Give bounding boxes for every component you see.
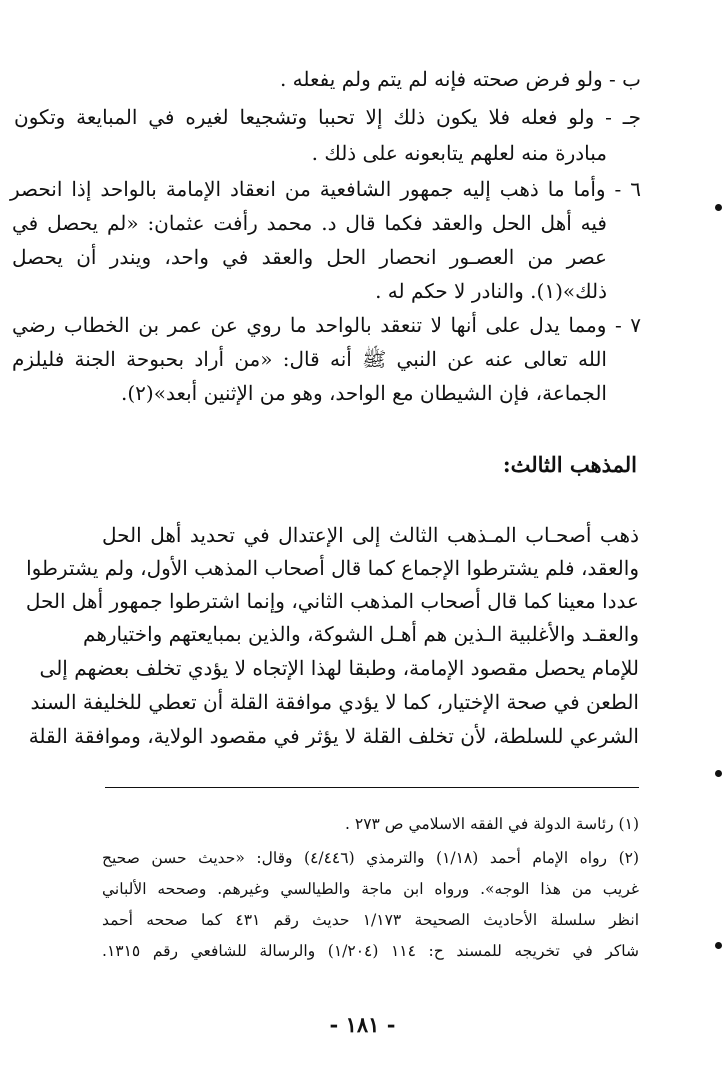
footnote-2-line-3: انظر سلسلة الأحاديث الصحيحة ١/١٧٣ حديث رقم ٤٣١ كما صححه أحمد <box>102 911 640 929</box>
page-number: - ١٨١ - <box>329 1012 396 1037</box>
scan-margin-mark <box>715 942 722 949</box>
item-6-line-2: فيه أهل الحل والعقد فكما قال د. محمد رأفت عثمان: «لم يحصل في <box>12 211 607 235</box>
item-7-line-3: الجماعة، فإن الشيطان مع الواحد، وهو من الإثنين أبعد»(٢). <box>121 381 607 405</box>
item-7-line-1: ٧ - ومما يدل على أنها لا تنعقد بالواحد ما روي عن عمر بن الخطاب رضي <box>12 313 641 337</box>
item-b-line-1: ب - ولو فرض صحته فإنه لم يتم ولم يفعله . <box>279 67 641 91</box>
scan-margin-mark <box>715 770 722 777</box>
item-6-line-4: ذلك»(١). والنادر لا حكم له . <box>375 279 607 303</box>
footnote-2-line-2: غريب من هذا الوجه». ورواه ابن ماجة والطيالسي وغيرهم. وصححه الألباني <box>102 880 639 898</box>
item-7-line-2: الله تعالى عنه عن النبي ﷺ أنه قال: «من أراد بحبوحة الجنة فليلزم <box>12 347 607 371</box>
paragraph-line-3: عددا معينا كما قال أصحاب المذهب الثاني، وإنما اشترطوا جمهور أهل الحل <box>25 589 639 613</box>
item-6-line-1: ٦ - وأما ما ذهب إليه جمهور الشافعية من انعقاد الإمامة بالواحد إذا انحصر <box>10 177 641 201</box>
paragraph-line-5: للإمام يحصل مقصود الإمامة، وطبقا لهذا الإتجاه لا يؤدي تخلف بعضهم إلى <box>39 656 639 680</box>
footnote-1: (١) رئاسة الدولة في الفقه الاسلامي ص ٢٧٣ . <box>345 815 639 833</box>
paragraph-line-2: والعقد، فلم يشترطوا الإجماع كما قال أصحاب المذهب الأول، ولم يشترطوا <box>26 556 639 580</box>
paragraph-line-6: الطعن في صحة الإختيار، كما لا يؤدي موافقة القلة أن تعطي للخليفة السند <box>30 690 639 714</box>
item-6-line-3: عصر من العصـور انحصار الحل والعقد في واحد، ويندر أن يحصل <box>12 245 607 269</box>
section-heading: المذهب الثالث: <box>502 452 637 477</box>
footnote-2-line-4: شاكر في تخريجه للمسند ح: ١١٤ (١/٢٠٤) والرسالة للشافعي رقم ١٣١٥. <box>102 942 639 960</box>
footnote-2-line-1: (٢) رواه الإمام أحمد (١/١٨) والترمذي (٤/٤٤٦) وقال: «حديث حسن صحيح <box>102 849 640 867</box>
paragraph-line-4: والعقـد والأغلبية الـذين هم أهـل الشوكة، والذين بمبايعتهم واختيارهم <box>83 622 639 646</box>
footnote-separator <box>105 787 639 788</box>
item-j-line-1: جـ - ولو فعله فلا يكون ذلك إلا تحببا وتشجيعا لغيره في المبايعة وتكون <box>14 105 641 129</box>
paragraph-line-1: ذهب أصحـاب المـذهب الثالث إلى الإعتدال في تحديد أهل الحل <box>102 523 639 547</box>
scan-margin-mark <box>715 204 722 211</box>
item-j-line-2: مبادرة منه لعلهم يتابعونه على ذلك . <box>311 141 607 165</box>
paragraph-line-7: الشرعي للسلطة، لأن تخلف القلة لا يؤثر في مقصود الولاية، وموافقة القلة <box>28 724 639 748</box>
